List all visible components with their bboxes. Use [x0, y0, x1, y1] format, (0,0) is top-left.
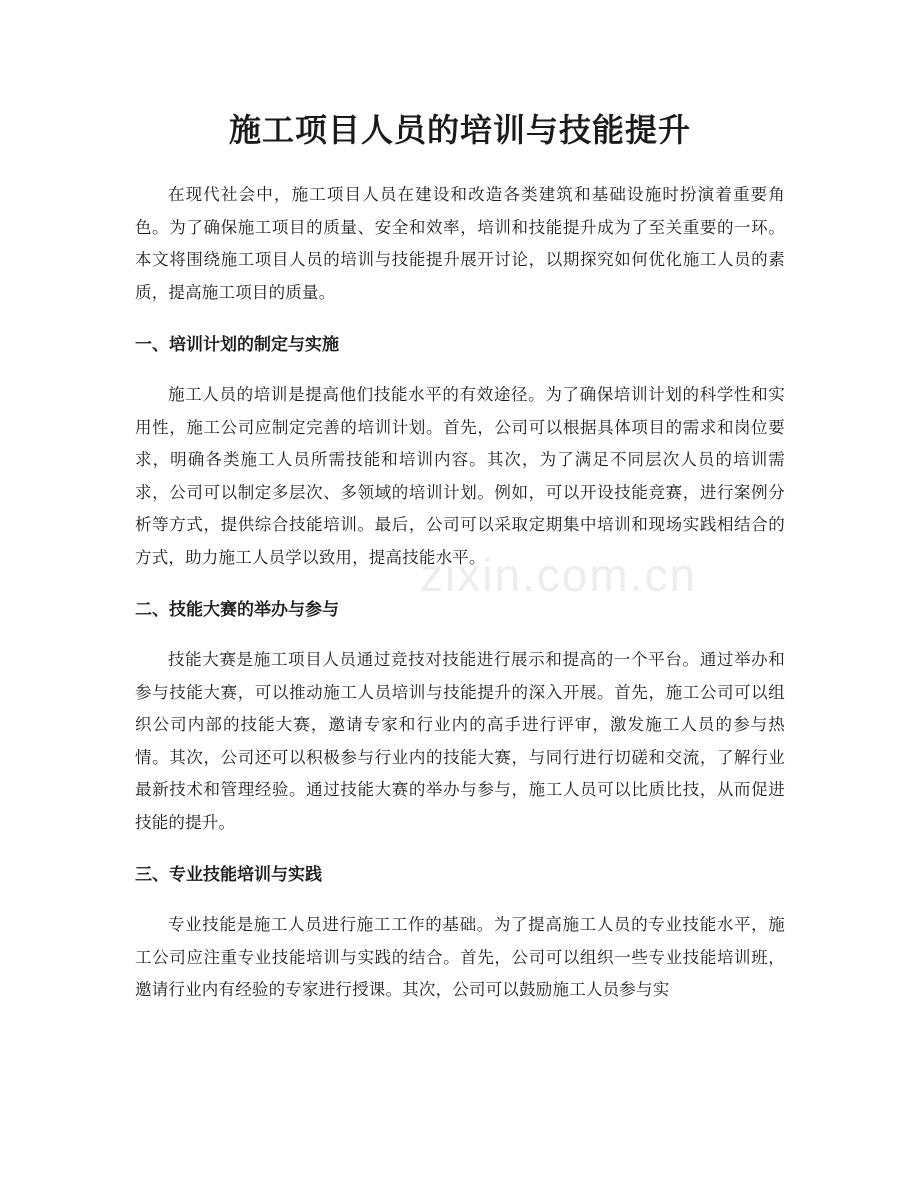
document-body: [135, 179, 785, 1007]
section-body-professional-training: 专业技能是施工人员进行施工工作的基础。为了提高施工人员的专业技能水平，施工公司应注重专业技能培训与实践的结合。首先，公司可以组织一些专业技能培训班，邀请行业内有经验的专家进行授课。其次，公司可以鼓励施工人员参与实: [135, 915, 785, 999]
section-heading-skills-competition: 二、技能大赛的举办与参与: [135, 600, 339, 620]
section-body-skills-competition: 技能大赛是施工项目人员通过竞技对技能进行展示和提高的一个平台。通过举办和参与技能大赛，可以推动施工人员培训与技能提升的深入开展。首先，施工公司可以组织公司内部的技能大赛，邀请专家和行业内的高手进行评审，激发施工人员的参与热情。其次，公司还可以积极参与行业内的技能大赛，与同行进行切磋和交流，了解行业最新技术和管理经验。通过技能大赛的举办与参与，施工人员可以比质比技，从而促进技能的提升。: [135, 650, 785, 832]
section-body-training-plan: 施工人员的培训是提高他们技能水平的有效途径。为了确保培训计划的科学性和实用性，施工公司应制定完善的培训计划。首先，公司可以根据具体项目的需求和岗位要求，明确各类施工人员所需技能和培训内容。其次，为了满足不同层次人员的培训需求，公司可以制定多层次、多领域的培训计划。例如，可以开设技能竞赛，进行案例分析等方式，提供综合技能培训。最后，公司可以采取定期集中培训和现场实践相结合的方式，助力施工人员学以致用，提高技能水平。: [135, 385, 785, 567]
intro-paragraph: 在现代社会中，施工项目人员在建设和改造各类建筑和基础设施时扮演着重要角色。为了确保施工项目的质量、安全和效率，培训和技能提升成为了至关重要的一环。本文将围绕施工项目人员的培训与技能提升展开讨论，以期探究如何优化施工人员的素质，提高施工项目的质量。: [135, 185, 785, 302]
section-heading-professional-training: 三、专业技能培训与实践: [135, 865, 322, 885]
page-title: 施工项目人员的培训与技能提升: [228, 111, 691, 149]
watermark: zixin.com.cn: [420, 549, 698, 601]
section-heading-training-plan: 一、培训计划的制定与实施: [135, 335, 339, 355]
